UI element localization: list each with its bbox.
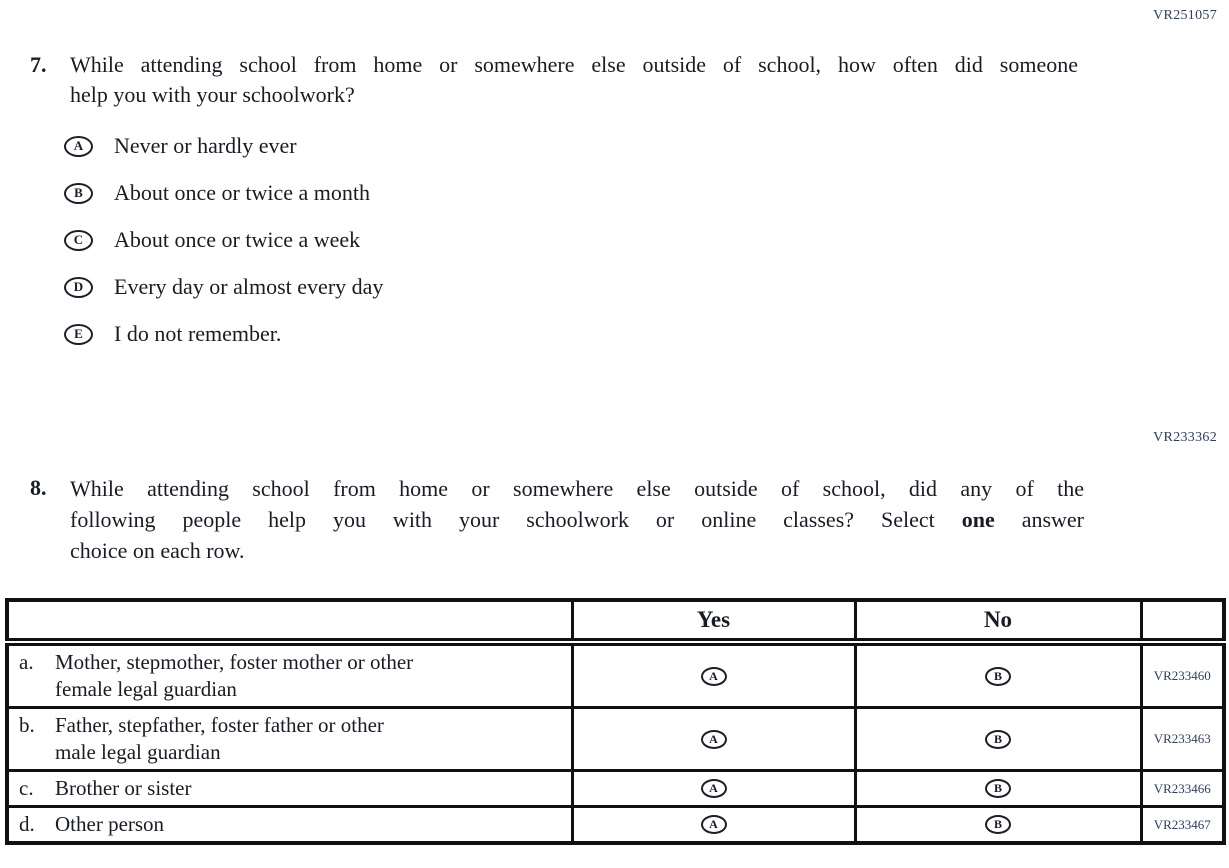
no-bubble[interactable] xyxy=(985,779,1011,798)
row-prefix: c. xyxy=(19,776,34,800)
no-bubble[interactable] xyxy=(985,730,1011,749)
row-label xyxy=(7,771,572,807)
yes-bubble[interactable] xyxy=(701,779,727,798)
q7-option-e[interactable] xyxy=(64,319,383,349)
no-cell xyxy=(855,771,1141,807)
table-row-c xyxy=(7,771,1224,807)
question-8-line2-before: following people help you with your schoolwork or online classes? Select xyxy=(70,507,935,532)
row-label-line2: female legal guardian xyxy=(55,677,237,701)
no-cell xyxy=(855,708,1141,771)
row-prefix: a. xyxy=(19,650,34,674)
yes-cell xyxy=(572,642,855,708)
question-8-number: 8. xyxy=(30,475,47,500)
row-code: VR233460 xyxy=(1141,642,1224,708)
bubble-letter: B xyxy=(993,781,1002,795)
q7-option-b[interactable] xyxy=(64,178,383,208)
option-label: I do not remember. xyxy=(114,321,282,346)
bubble-letter: A xyxy=(73,138,84,153)
question-8-text xyxy=(70,473,1084,566)
row-label-line1: Brother or sister xyxy=(55,776,192,800)
q7-option-a[interactable] xyxy=(64,131,383,161)
yes-bubble[interactable] xyxy=(701,815,727,834)
header-blank-cell xyxy=(7,600,572,642)
header-code-cell xyxy=(1141,600,1224,642)
option-label: About once or twice a month xyxy=(114,180,370,205)
question-7-line2: help you with your schoolwork? xyxy=(70,82,355,107)
table-row-b xyxy=(7,708,1224,771)
answer-bubble-e[interactable] xyxy=(64,324,93,345)
header-no: No xyxy=(855,600,1141,642)
header-yes: Yes xyxy=(572,600,855,642)
answer-bubble-b[interactable] xyxy=(64,183,93,204)
table-header-row xyxy=(7,600,1224,642)
row-label-line1: Father, stepfather, foster father or other xyxy=(55,713,384,737)
bubble-letter: A xyxy=(709,731,718,746)
bubble-letter: A xyxy=(709,781,718,795)
row-label xyxy=(7,708,572,771)
yes-cell xyxy=(572,708,855,771)
table-row-a xyxy=(7,642,1224,708)
question-8-line1: While attending school from home or somewhere else outside of school, did any of the xyxy=(70,476,1084,501)
row-code: VR233467 xyxy=(1141,807,1224,844)
bubble-letter: B xyxy=(74,185,83,200)
option-label: About once or twice a week xyxy=(114,227,361,252)
bubble-letter: D xyxy=(73,279,84,294)
question-7-text xyxy=(70,50,1078,110)
question-7 xyxy=(30,50,1078,110)
row-code: VR233466 xyxy=(1141,771,1224,807)
bubble-letter: A xyxy=(709,817,718,831)
row-prefix: b. xyxy=(19,713,35,737)
bubble-letter: E xyxy=(74,326,83,341)
answer-bubble-d[interactable] xyxy=(64,277,93,298)
page-code-top: VR251057 xyxy=(1153,8,1217,23)
answer-bubble-c[interactable] xyxy=(64,230,93,251)
no-bubble[interactable] xyxy=(985,667,1011,686)
row-label xyxy=(7,807,572,844)
option-label: Every day or almost every day xyxy=(114,274,384,299)
question-8-line3: choice on each row. xyxy=(70,538,245,563)
row-label xyxy=(7,642,572,708)
q7-option-c[interactable] xyxy=(64,225,383,255)
question-8-line2-after: answer xyxy=(1021,507,1084,532)
question-7-number: 7. xyxy=(30,52,47,77)
yes-cell xyxy=(572,807,855,844)
question-7-line1: While attending school from home or somewhere else outside of school, how often did someone xyxy=(70,52,1078,77)
bubble-letter: B xyxy=(993,817,1002,831)
row-prefix: d. xyxy=(19,812,35,836)
yes-bubble[interactable] xyxy=(701,730,727,749)
row-label-line1: Mother, stepmother, foster mother or other xyxy=(55,650,414,674)
row-label-line1: Other person xyxy=(55,812,165,836)
no-bubble[interactable] xyxy=(985,815,1011,834)
bubble-letter: C xyxy=(73,232,84,247)
yes-bubble[interactable] xyxy=(701,667,727,686)
table-row-d xyxy=(7,807,1224,844)
question-8-bold-word: one xyxy=(961,507,995,532)
option-label: Never or hardly ever xyxy=(114,133,297,158)
page-code-question-8: VR233362 xyxy=(1153,430,1217,445)
no-cell xyxy=(855,807,1141,844)
question-8-line2 xyxy=(70,504,1084,535)
row-label-line2: male legal guardian xyxy=(55,740,221,764)
question-8-answer-table xyxy=(5,598,1226,845)
q7-option-d[interactable] xyxy=(64,272,383,302)
question-8 xyxy=(30,473,1086,566)
yes-cell xyxy=(572,771,855,807)
no-cell xyxy=(855,642,1141,708)
row-code: VR233463 xyxy=(1141,708,1224,771)
answer-bubble-a[interactable] xyxy=(64,136,93,157)
question-7-options xyxy=(64,131,383,366)
bubble-letter: B xyxy=(993,731,1002,746)
bubble-letter: A xyxy=(709,668,718,683)
bubble-letter: B xyxy=(993,668,1002,683)
